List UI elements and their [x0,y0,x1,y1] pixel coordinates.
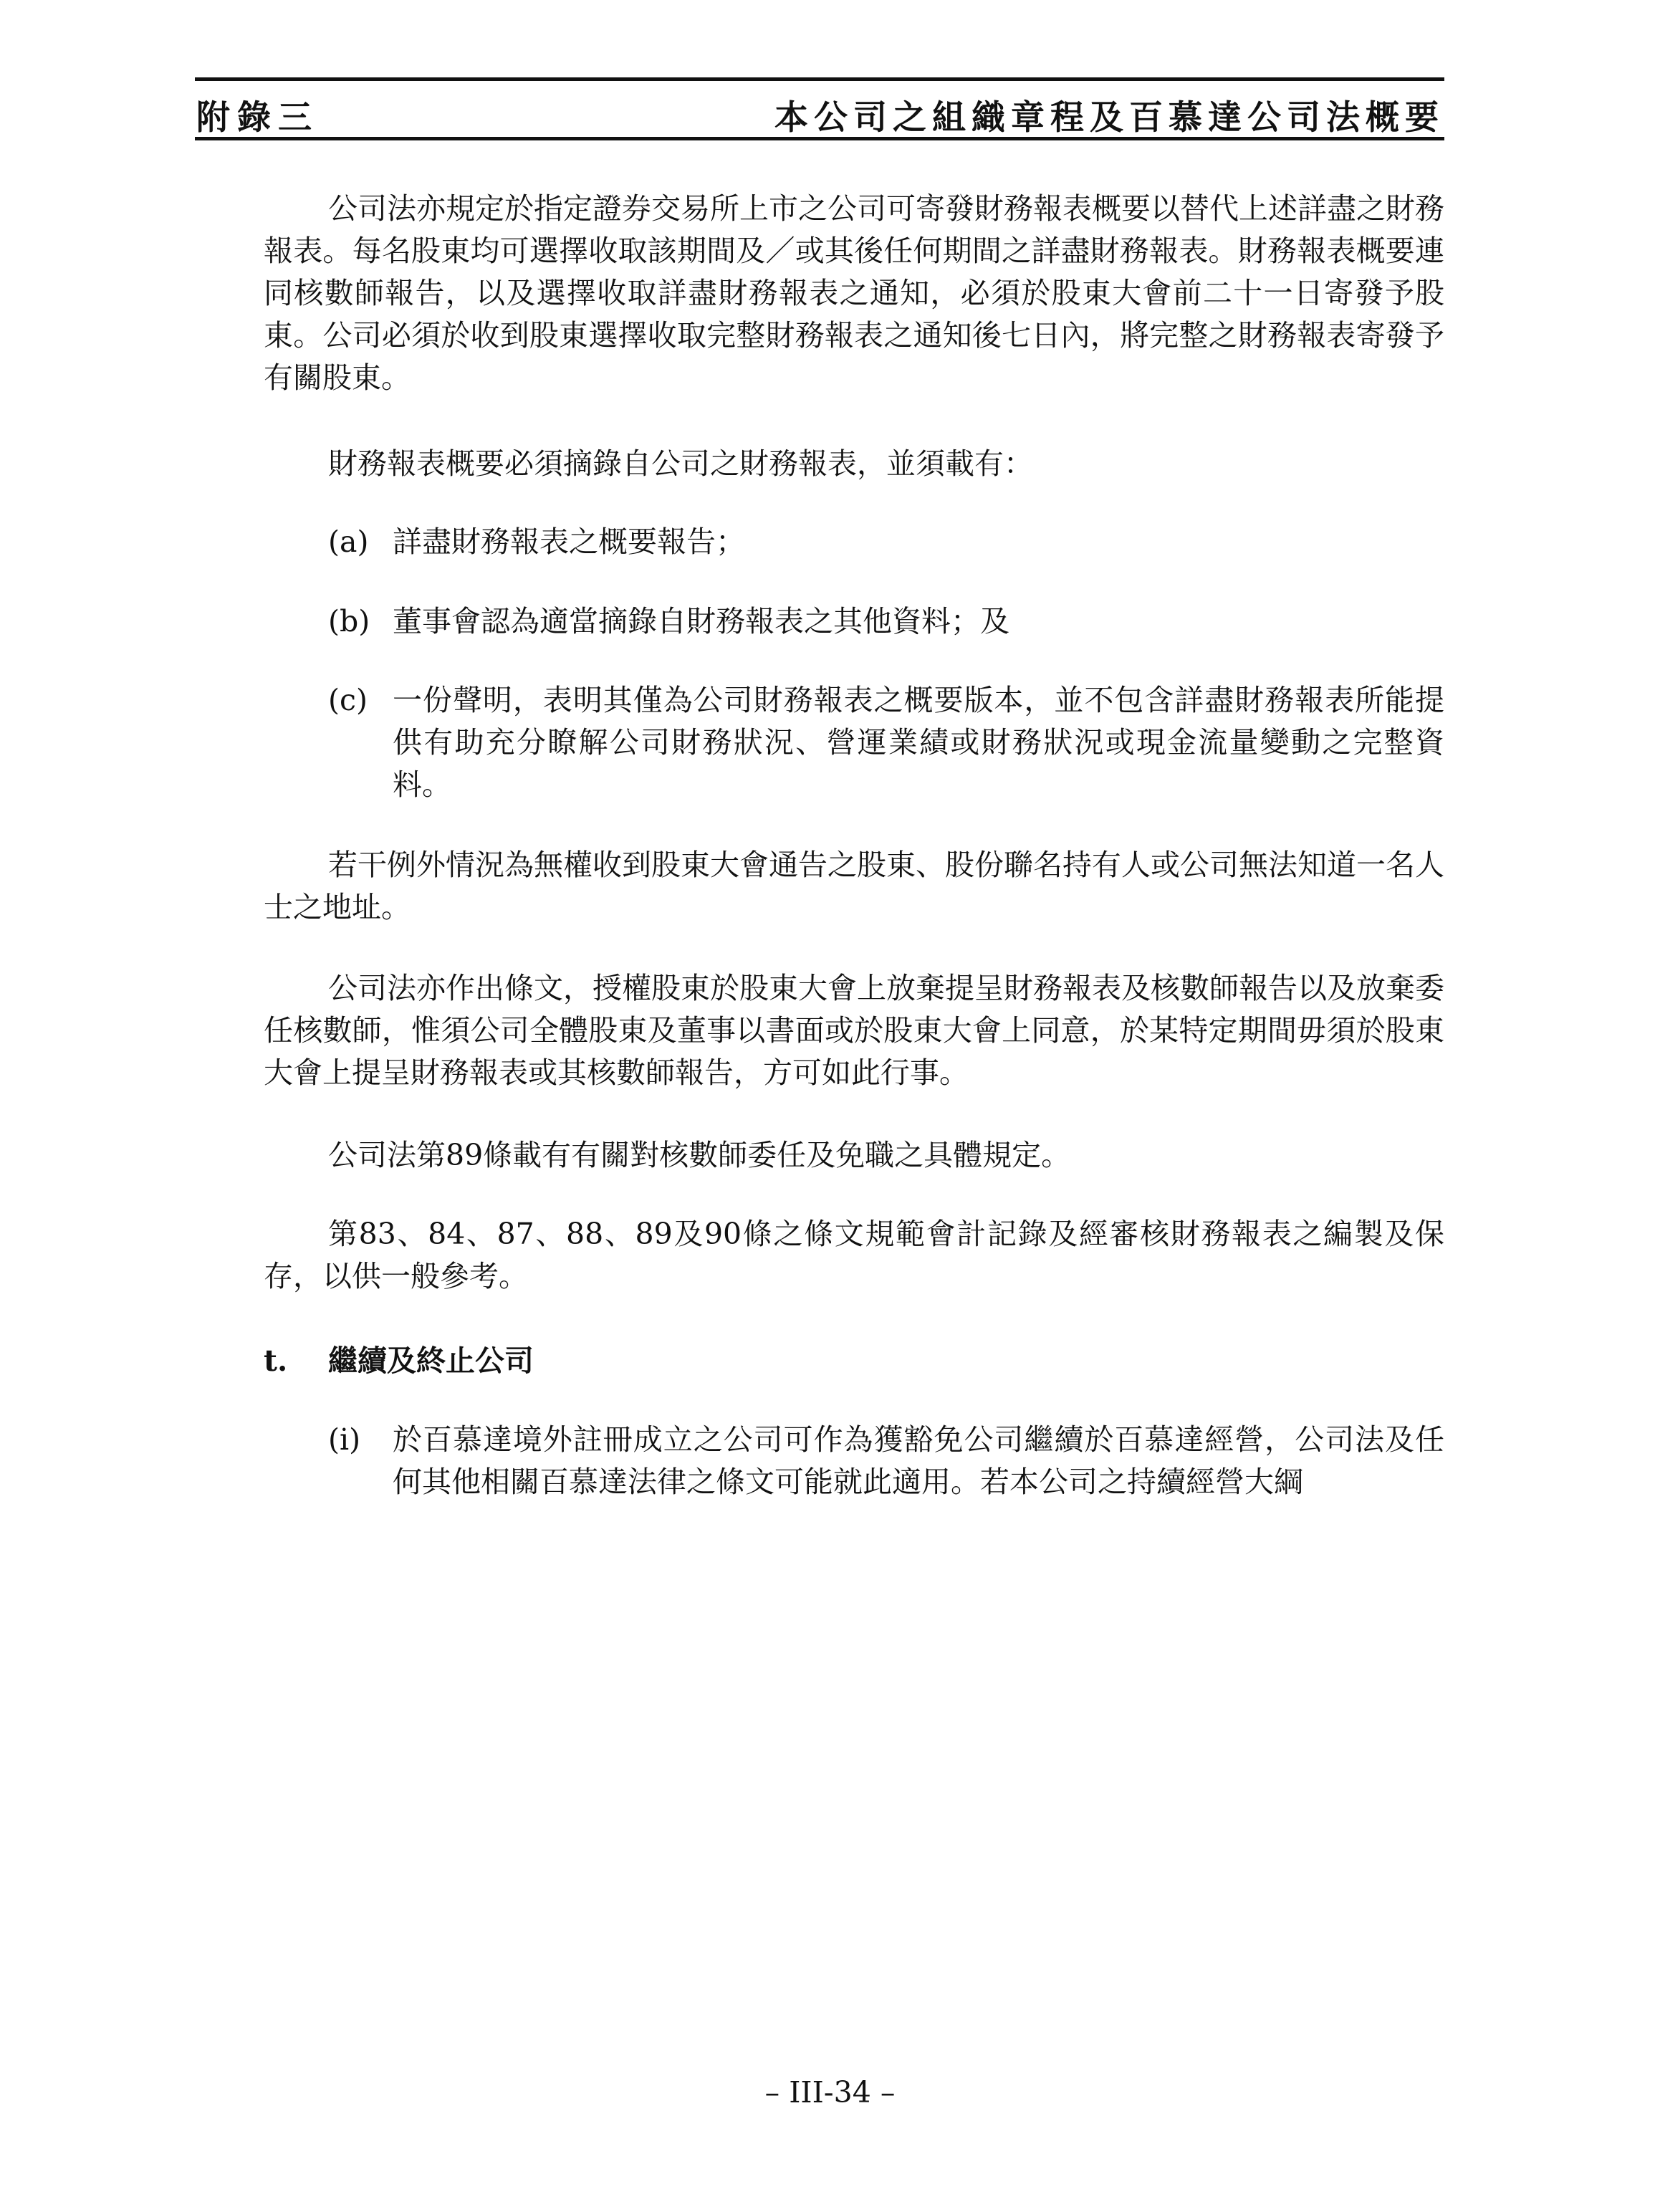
paragraph-accounting-records: 第83、84、87、88、89及90條之條文規範會計記錄及經審核財務報表之編製及保存，以供一般參考。 [264,1217,1444,1293]
header-title: 本公司之組織章程及百慕達公司法概要 [774,98,1444,138]
paragraph-summary-requirements: 財務報表概要必須摘錄自公司之財務報表，並須載有： [328,446,1033,481]
list-item-text: 一份聲明，表明其僅為公司財務報表之概要版本，並不包含詳盡財務報表所能提供有助充分瞭解公司財務狀況、營運業績或財務狀況或現金流量變動之完整資料。 [393,683,1444,802]
list-marker: (b) [328,604,370,638]
paragraph-financial-summary: 公司法亦規定於指定證券交易所上市之公司可寄發財務報表概要以替代上述詳盡之財務報表。每名股東均可選擇收取該期間及／或其後任何期間之詳盡財務報表。財務報表概要連同核數師報告，以及選擇收取詳盡財務報表之通知，必須於股東大會前二十一日寄發予股東。公司必須於收到股東選擇收取完整財務報表之通知後七日內，將完整之財務報表寄發予有關股東。 [264,191,1444,395]
list-item-text: 董事會認為適當摘錄自財務報表之其他資料；及 [393,604,1009,638]
paragraph-waiver: 公司法亦作出條文，授權股東於股東大會上放棄提呈財務報表及核數師報告以及放棄委任核數師，惟須公司全體股東及董事以書面或於股東大會上同意，於某特定期間毋須於股東大會上提呈財務報表或其核數師報告，方可如此行事。 [264,971,1444,1090]
list-item-b [328,600,1444,643]
list-marker: (a) [328,525,369,559]
list-item-c [328,679,1444,806]
page-number: – III-34 – [764,2075,896,2110]
appendix-label: 附錄三 [196,98,319,138]
list-item-text: 詳盡財務報表之概要報告； [393,525,745,559]
page-header [195,77,1444,140]
section-heading-t [264,1340,534,1382]
list-item-a [328,521,1444,563]
section-letter: t. [264,1344,288,1378]
list-item-i [328,1419,1444,1503]
paragraph-exceptions: 若干例外情況為無權收到股東大會通告之股東、股份聯名持有人或公司無法知道一名人士之地址。 [264,848,1444,924]
section-title: 繼續及終止公司 [328,1344,534,1378]
list-marker: (c) [328,683,368,717]
paragraph-section-89: 公司法第89條載有有關對核數師委任及免職之具體規定。 [328,1138,1071,1172]
list-marker: (i) [328,1422,361,1457]
list-item-text: 於百慕達境外註冊成立之公司可作為獲豁免公司繼續於百慕達經營，公司法及任何其他相關百慕達法律之條文可能就此適用。若本公司之持續經營大綱 [393,1422,1444,1499]
